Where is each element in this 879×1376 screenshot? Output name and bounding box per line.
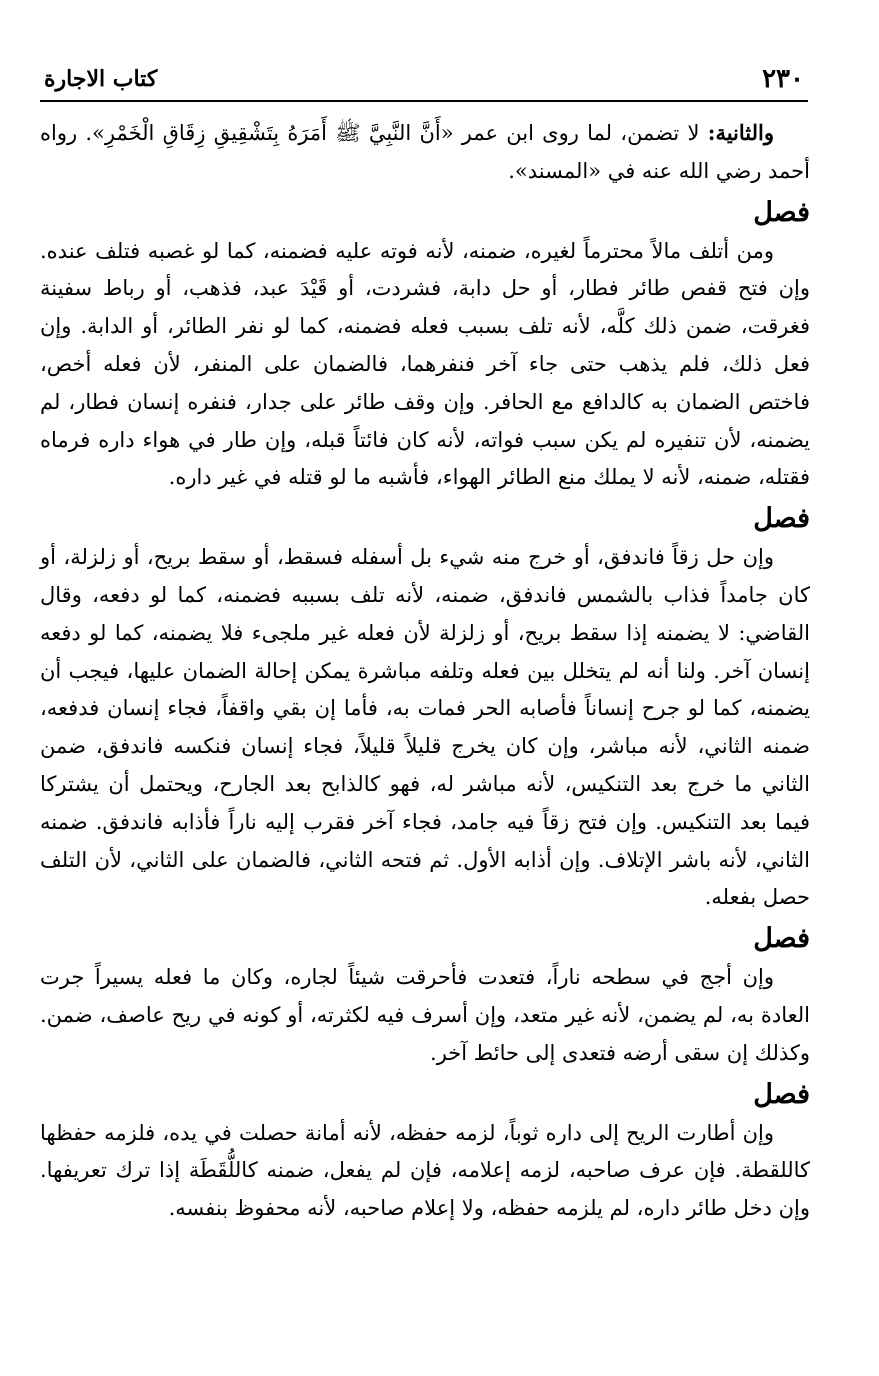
section-heading: فصل	[753, 1078, 810, 1110]
section-heading: فصل	[753, 503, 810, 535]
book-title: كتاب الاجارة	[44, 66, 158, 92]
opening-paragraph	[40, 114, 810, 191]
page-body	[40, 114, 810, 1228]
opening-text: لا تضمن، لما روى ابن عمر «أَنَّ النَّبِيَّ ﷺ أَمَرَهُ بِتَشْقِيقِ زِقَاقِ الْخَمْرِ». رواه أحمد رضي الله عنه في «المسند».	[40, 121, 810, 183]
page-header	[40, 60, 808, 102]
section-paragraph: وإن حل زقاً فاندفق، أو خرج منه شيء بل أسفله فسقط، أو سقط بريح، أو زلزلة، أو كان جامداً فذاب بالشمس فاندفق، ضمنه، لأنه تلف بسببه فضمنه، كما لو دفعه، وقال القاضي: لا يضمنه إذا سقط بريح، أو زلزلة لأن فعله غير ملجىء فلا يضمنه، كما لو دفعه إنسان آخر. ولنا أنه لم يتخلل بين فعله وتلفه مباشرة يمكن إحالة الضمان عليها، فيجب أن يضمنه، كما لو جرح إنساناً فأصابه الحر فمات به، فأما إن بقي واقفاً، فجاء إنسان فدفعه، ضمنه الثاني، لأنه مباشر، وإن كان يخرج قليلاً قليلاً، فجاء إنسان فنكسه فاندفق، ضمن الثاني ما خرج بعد التنكيس، لأنه مباشر له، فهو كالذابح بعد الجارح، ويحتمل أن يشتركا فيما بعد التنكيس. وإن فتح زقاً فيه جامد، فجاء آخر فقرب إليه ناراً فأذابه فاندفق. ضمنه الثاني، لأنه باشر الإتلاف. وإن أذابه الأول. ثم فتحه الثاني، فالضمان على الثاني، لأن التلف حصل بفعله.	[40, 545, 810, 910]
section-paragraph: ومن أتلف مالاً محترماً لغيره، ضمنه، لأنه فوته عليه فضمنه، كما لو غصبه فتلف عنده. وإن فتح قفص طائر فطار، أو حل دابة، فشردت، أو قَيْدَ عبد، فذهب، أو رباط سفينة فغرقت، ضمن ذلك كلَّه، لأنه تلف بسبب فعله فضمنه، كما لو نفر الطائر، أو الدابة. وإن فعل ذلك، فلم يذهب حتى جاء آخر فنفرهما، فالضمان على المنفر، لأن فعله أخص، فاختص الضمان به كالدافع مع الحافر. وإن وقف طائر على جدار، فنفره إنسان فطار، لم يضمنه، لأن تنفيره لم يكن سبب فواته، لأنه كان فائتاً قبله، وإن طار في هواء داره فرماه فقتله، ضمنه، لأنه لا يملك منع الطائر الهواء، فأشبه ما لو قتله في غير داره.	[40, 238, 810, 490]
section-heading: فصل	[753, 923, 810, 955]
page-number: ٢٣٠	[762, 64, 804, 94]
opening-lead: والثانية:	[707, 120, 774, 145]
section-paragraph: وإن أجج في سطحه ناراً، فتعدت فأحرقت شيئاً لجاره، وكان ما فعله يسيراً جرت العادة به، لم يضمن، لأنه غير متعد، وإن أسرف فيه لكثرته، أو كونه في ريح عاصف، ضمن. وكذلك إن سقى أرضه فتعدى إلى حائط آخر.	[40, 965, 810, 1065]
section-heading: فصل	[753, 196, 810, 228]
section-paragraph: وإن أطارت الريح إلى داره ثوباً، لزمه حفظه، لأنه أمانة حصلت في يده، فلزمه حفظها كاللقطة. فإن عرف صاحبه، لزمه إعلامه، فإن لم يفعل، ضمنه كاللُّقَطَة إذا ترك تعريفها. وإن دخل طائر داره، لم يلزمه حفظه، ولا إعلام صاحبه، لأنه محفوظ بنفسه.	[40, 1120, 810, 1221]
